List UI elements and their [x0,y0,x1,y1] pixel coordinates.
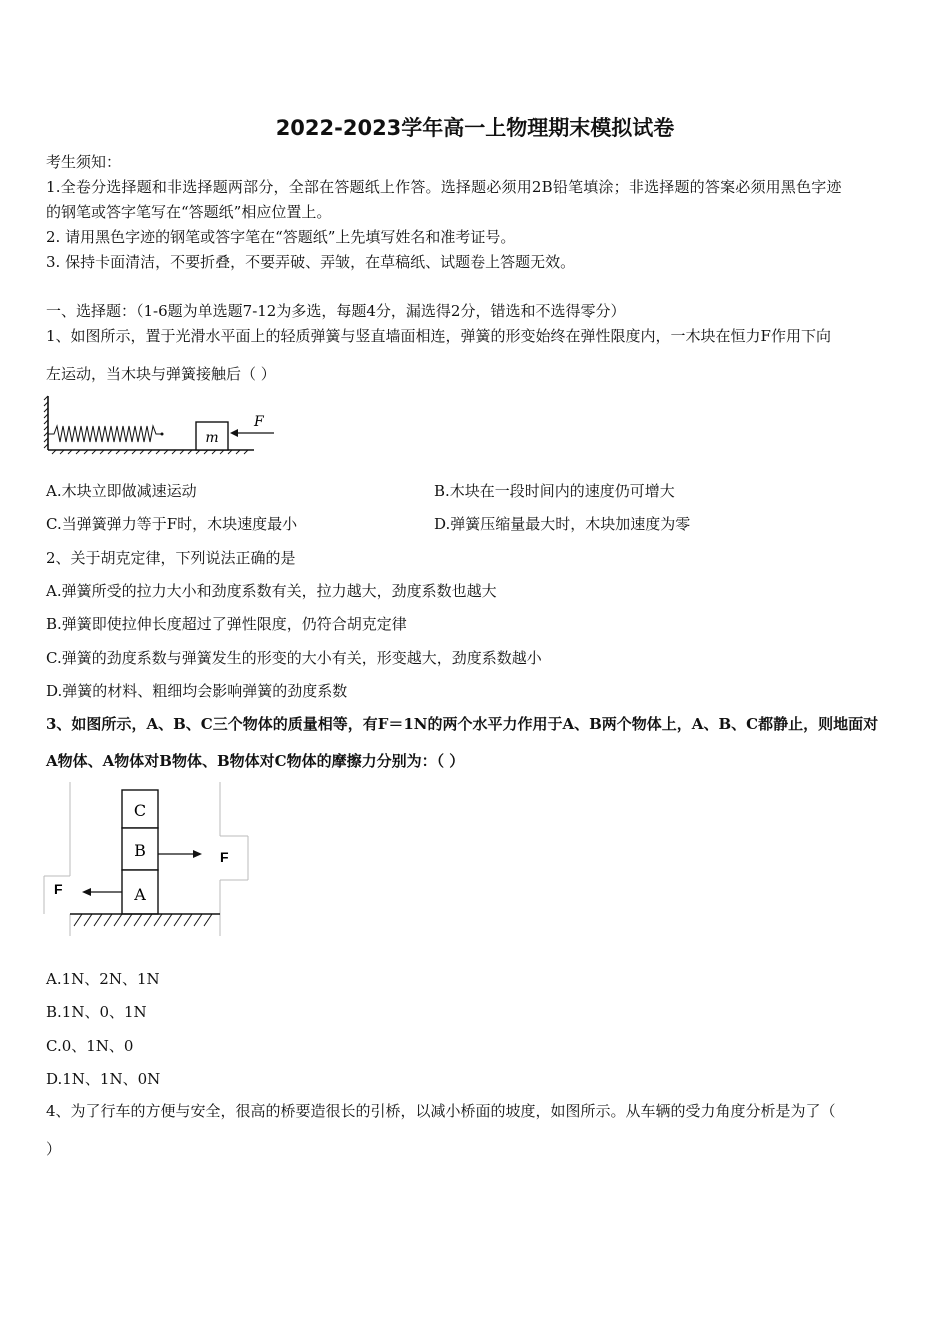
question-3-stem: A物体、A物体对B物体、B物体对C物体的摩擦力分别为：（ ） [46,752,465,770]
notice-item: 3. 保持卡面清洁，不要折叠，不要弄破、弄皱，在草稿纸、试题卷上答题无效。 [46,253,576,271]
q3-option-b: B.1N、0、1N [46,1003,147,1021]
spring [48,426,162,442]
notice-item: 2. 请用黑色字迹的钢笔或答字笔在“答题纸”上先填写姓名和准考证号。 [46,228,516,246]
question-1-stem: 1、如图所示，置于光滑水平面上的轻质弹簧与竖直墙面相连，弹簧的形变始终在弹性限度内，一木块在恒力F作用下向 [46,327,831,345]
stacked-blocks-figure [40,780,252,940]
question-3-stem: 3、如图所示，A、B、C三个物体的质量相等，有F＝1N的两个水平力作用于A、B两个物体上，A、B、C都静止，则地面对 [46,715,879,733]
force-label: F [254,414,264,430]
q2-option-b: B.弹簧即使拉伸长度超过了弹性限度，仍符合胡克定律 [46,615,407,633]
block-a-label: A [134,885,146,904]
wall [44,396,48,450]
block-label: m [205,430,219,446]
page-title: 2022-2023学年高一上物理期末模拟试卷 [275,116,675,140]
q3-option-d: D.1N、1N、0N [46,1070,161,1088]
q2-option-a: A.弹簧所受的拉力大小和劲度系数有关，拉力越大，劲度系数也越大 [46,582,497,600]
q1-option-d: D.弹簧压缩量最大时，木块加速度为零 [434,515,691,533]
notice-item: 1.全卷分选择题和非选择题两部分，全部在答题纸上作答。选择题必须用2B铅笔填涂；非选择题的答案必须用黑色字迹 [46,178,842,196]
q1-option-b: B.木块在一段时间内的速度仍可增大 [434,482,675,500]
block-b-label: B [134,841,146,860]
question-4-stem: ） [46,1140,62,1158]
question-2-stem: 2、关于胡克定律，下列说法正确的是 [46,549,296,567]
force-right-label: F [220,849,229,865]
block-c-label: C [133,801,147,820]
q3-option-a: A.1N、2N、1N [46,970,160,988]
q1-option-c: C.当弹簧弹力等于F时，木块速度最小 [46,515,298,533]
notice-heading: 考生须知： [46,153,122,171]
question-4-stem: 4、为了行车的方便与安全，很高的桥要造很长的引桥，以减小桥面的坡度，如图所示。从车辆的受力角度分析是为了（ [46,1102,836,1120]
notice-item: 的钢笔或答字笔写在“答题纸”相应位置上。 [46,203,332,221]
force-left-label: F [54,881,63,897]
question-1-stem: 左运动，当木块与弹簧接触后（ ） [46,365,276,383]
spring-block-figure [44,392,280,462]
q2-option-c: C.弹簧的劲度系数与弹簧发生的形变的大小有关，形变越大，劲度系数越小 [46,649,542,667]
q1-option-a: A.木块立即做减速运动 [46,482,197,500]
section-heading: 一、选择题：（1-6题为单选题7-12为多选，每题4分，漏选得2分，错选和不选得零分） [46,302,626,320]
q3-option-c: C.0、1N、0 [46,1037,134,1055]
q2-option-d: D.弹簧的材料、粗细均会影响弹簧的劲度系数 [46,682,348,700]
ground [70,914,220,926]
